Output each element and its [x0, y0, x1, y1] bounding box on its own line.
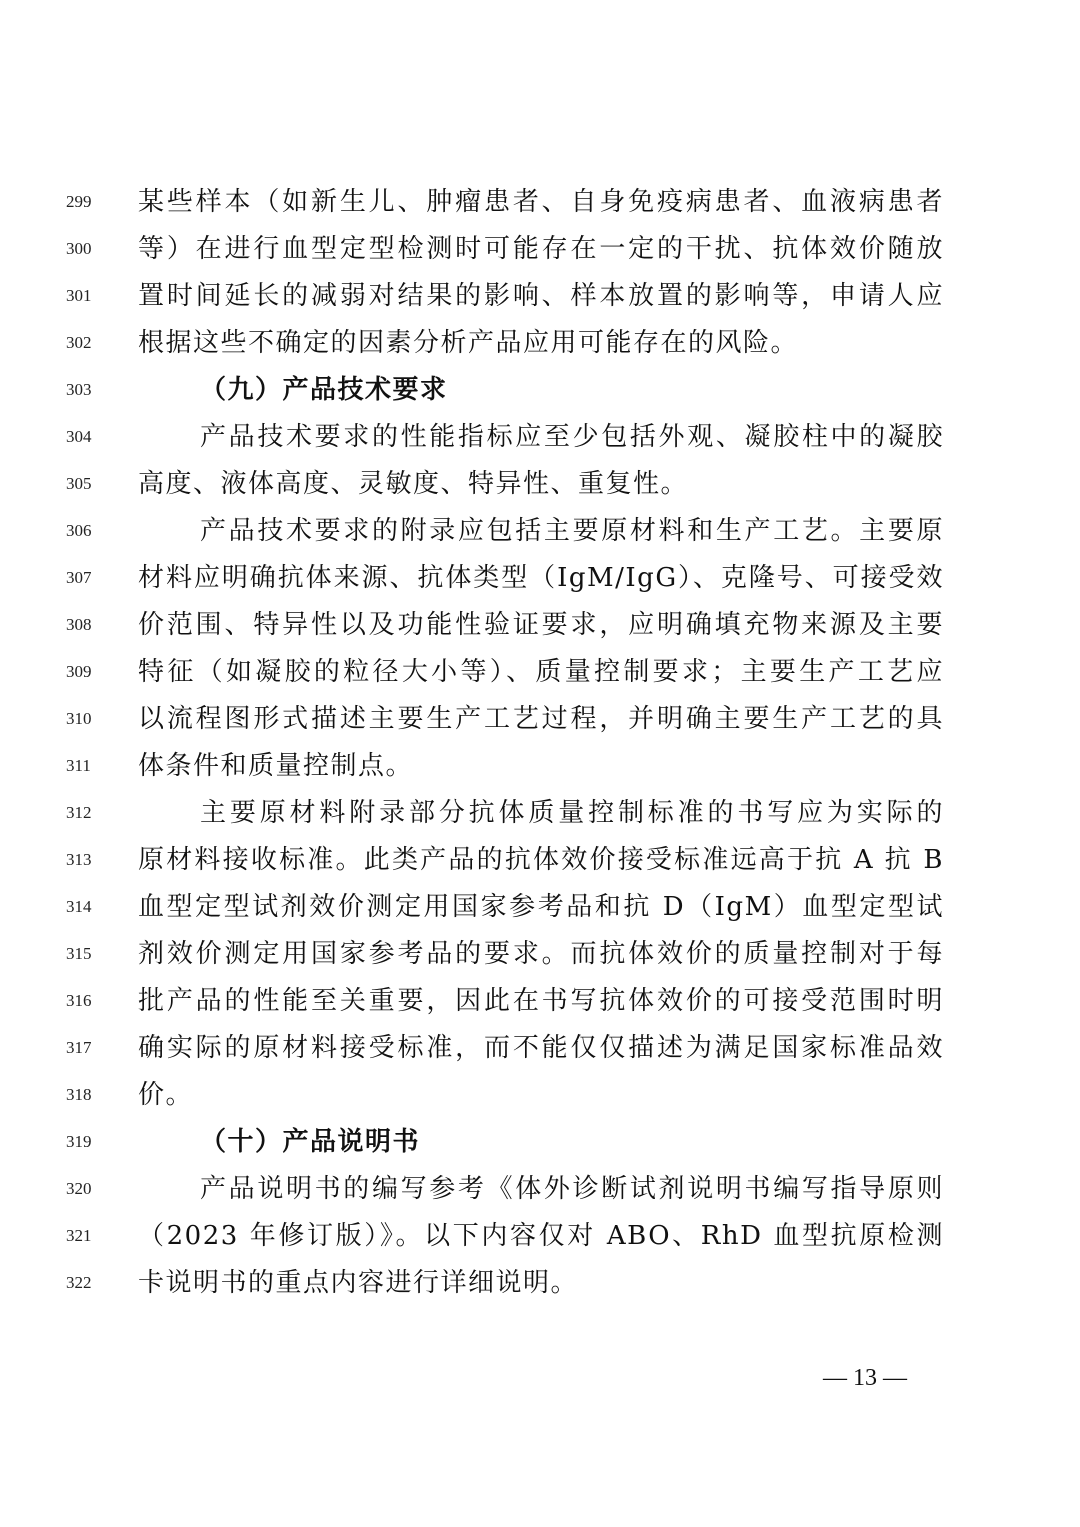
line-number: 307	[66, 568, 92, 587]
section-heading-10	[0, 1122, 1080, 1162]
text-line-315	[0, 934, 1080, 974]
line-text: 材料应明确抗体来源、抗体类型（IgM/IgG）、克隆号、可接受效	[138, 563, 944, 593]
line-number: 308	[66, 615, 92, 634]
line-number: 320	[66, 1179, 92, 1198]
line-number: 311	[66, 756, 91, 775]
text-line-316	[0, 981, 1080, 1021]
line-number: 322	[66, 1273, 92, 1292]
line-number: 304	[66, 427, 92, 446]
line-number: 313	[66, 850, 92, 869]
line-number: 319	[66, 1132, 92, 1151]
text-line-313	[0, 840, 1080, 880]
text-line-305	[0, 464, 1080, 504]
text-line-310	[0, 699, 1080, 739]
line-text: 等）在进行血型定型检测时可能存在一定的干扰、抗体效价随放	[138, 234, 944, 264]
line-text: 价。	[138, 1080, 194, 1110]
text-line-301	[0, 276, 1080, 316]
line-number: 317	[66, 1038, 92, 1057]
line-text: 确实际的原材料接受标准，而不能仅仅描述为满足国家标准品效	[138, 1033, 944, 1063]
line-number: 316	[66, 991, 92, 1010]
page-number: — 13 —	[823, 1365, 907, 1391]
text-line-302	[0, 323, 1080, 363]
text-line-317	[0, 1028, 1080, 1068]
line-number: 303	[66, 380, 92, 399]
line-text: 特征（如凝胶的粒径大小等）、质量控制要求；主要生产工艺应	[138, 657, 944, 687]
line-number: 309	[66, 662, 92, 681]
line-text: 卡说明书的重点内容进行详细说明。	[138, 1268, 579, 1298]
line-text: 高度、液体高度、灵敏度、特异性、重复性。	[138, 469, 689, 499]
line-text: 产品说明书的编写参考《体外诊断试剂说明书编写指导原则	[200, 1174, 944, 1204]
line-number: 305	[66, 474, 92, 493]
line-number: 301	[66, 286, 92, 305]
text-line-306	[0, 511, 1080, 551]
text-line-300	[0, 229, 1080, 269]
line-text: 原材料接收标准。此类产品的抗体效价接受标准远高于抗 A 抗 B	[138, 845, 944, 875]
line-text: 剂效价测定用国家参考品的要求。而抗体效价的质量控制对于每	[138, 939, 944, 969]
text-line-314	[0, 887, 1080, 927]
line-text: 某些样本（如新生儿、肿瘤患者、自身免疫病患者、血液病患者	[138, 187, 944, 217]
line-number: 300	[66, 239, 92, 258]
line-number: 299	[66, 192, 92, 211]
line-text: 根据这些不确定的因素分析产品应用可能存在的风险。	[138, 328, 799, 358]
section-title: （九）产品技术要求	[200, 375, 448, 405]
line-text: 置时间延长的减弱对结果的影响、样本放置的影响等，申请人应	[138, 281, 944, 311]
line-number: 310	[66, 709, 92, 728]
text-line-304	[0, 417, 1080, 457]
line-text: 以流程图形式描述主要生产工艺过程，并明确主要生产工艺的具	[138, 704, 944, 734]
line-number: 321	[66, 1226, 92, 1245]
line-number: 315	[66, 944, 92, 963]
text-line-308	[0, 605, 1080, 645]
line-text: 价范围、特异性以及功能性验证要求，应明确填充物来源及主要	[138, 610, 944, 640]
line-number: 318	[66, 1085, 92, 1104]
line-text: 体条件和质量控制点。	[138, 751, 414, 781]
line-text: （2023 年修订版）》。以下内容仅对 ABO、RhD 血型抗原检测	[138, 1221, 944, 1251]
line-text: 血型定型试剂效价测定用国家参考品和抗 D（IgM）血型定型试	[138, 892, 944, 922]
line-text: 批产品的性能至关重要，因此在书写抗体效价的可接受范围时明	[138, 986, 944, 1016]
text-line-307	[0, 558, 1080, 598]
line-number: 302	[66, 333, 92, 352]
text-line-311	[0, 746, 1080, 786]
text-line-318	[0, 1075, 1080, 1115]
text-line-321	[0, 1216, 1080, 1256]
text-line-299	[0, 182, 1080, 222]
line-text: 主要原材料附录部分抗体质量控制标准的书写应为实际的	[200, 798, 944, 828]
line-number: 314	[66, 897, 92, 916]
text-line-320	[0, 1169, 1080, 1209]
line-text: 产品技术要求的性能指标应至少包括外观、凝胶柱中的凝胶	[200, 422, 944, 452]
line-text: 产品技术要求的附录应包括主要原材料和生产工艺。主要原	[200, 516, 944, 546]
section-title: （十）产品说明书	[200, 1127, 421, 1157]
line-number: 312	[66, 803, 92, 822]
text-line-309	[0, 652, 1080, 692]
text-line-322	[0, 1263, 1080, 1303]
text-line-312	[0, 793, 1080, 833]
section-heading-9	[0, 370, 1080, 410]
line-number: 306	[66, 521, 92, 540]
